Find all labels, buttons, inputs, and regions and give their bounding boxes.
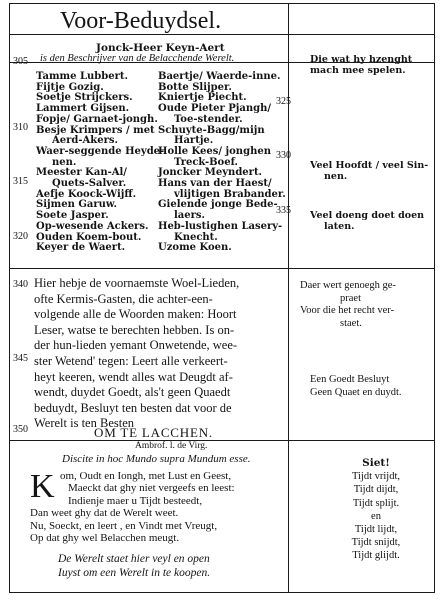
cast-entry: vlijtigen Brabander. [174, 188, 286, 200]
paragraph-line: Hier hebje de voornaemste Woel-Lieden, [34, 276, 240, 290]
poem-line: Dan weet ghy dat de Werelt weet. [30, 507, 179, 520]
cast-entry: Knecht. [174, 231, 218, 243]
line-number: 315 [13, 176, 28, 187]
poem-line: Nu, Soeckt, en leert , en Vindt met Vreugt, [30, 519, 218, 532]
margin-proverb-a [310, 54, 412, 76]
poem-dropcap: K [30, 468, 55, 505]
cast-rule [9, 268, 435, 269]
line-number: 305 [13, 56, 28, 67]
cast-entry: Waer-seggende Heyde- [36, 145, 165, 157]
closing-line: De Werelt staet hier veyl en open [58, 553, 210, 565]
cast-entry: Soetje Strijckers. [36, 92, 133, 104]
note-line: Geen Quaet en duydt. [310, 386, 402, 398]
cast-entry: Kniertje Piecht. [158, 92, 247, 104]
paragraph-line: Werelt is ten Besten [34, 416, 135, 431]
om-te-lacchen-heading: OM TE LACCHEN. [94, 425, 213, 440]
cast-entry: Meester Kan-Al/ [36, 167, 127, 179]
intro-paragraph [34, 276, 284, 432]
note-line: Daer wert genoegh ge- [300, 280, 396, 291]
proverb-line: mach mee spelen. [310, 65, 406, 76]
cast-entry: Ouden Koem-bout. [36, 231, 142, 243]
tijd-line: en [371, 510, 381, 522]
cast-entry: Quets-Salver. [52, 178, 127, 190]
proverb-line: laten. [324, 221, 355, 232]
latin-motto: Discite in hoc Mundo supra Mundum esse. [62, 453, 251, 465]
proverb-line: Die wat hy hzenght [310, 54, 413, 65]
proverb-line: Veel doeng doet doen [310, 210, 425, 221]
cast-entry: Uzome Koen. [158, 242, 232, 254]
cast-entry: Hans van der Haest/ [158, 178, 272, 190]
tijd-line: Tijdt dijdt, [353, 484, 399, 496]
cast-entry: Soete Jasper. [36, 210, 109, 222]
proverb-line: Veel Hoofdt / veel Sin- [310, 160, 429, 171]
cast-entry: Oude Pieter Pjangh/ [158, 103, 272, 115]
line-number: 310 [13, 122, 28, 133]
line-number: 325 [276, 96, 291, 107]
paragraph-line: volgende alle de Woorden maken: Hoort [34, 307, 237, 322]
subtitle-line1: Jonck-Heer Keyn-Aert [96, 42, 225, 54]
closing-line: Iuyst om een Werelt in te koopen. [58, 566, 211, 579]
line-number: 345 [13, 353, 28, 364]
cast-entry: Fijtje Gozig. [36, 81, 104, 93]
ambrose-citation: Ambrof. l. de Virg. [135, 441, 208, 451]
cast-entry: Heb-lustighen Lasery- [158, 220, 283, 232]
tijd-line: Tijdt lijdt, [354, 524, 398, 536]
note-line: praet [340, 292, 361, 304]
cast-entry: Holle Kees/ jonghen [158, 145, 271, 157]
poem-line: Indienje maer u Tijdt besteedt, [68, 494, 203, 507]
paragraph-line: ofte Kermis-Gasten, die achter-een- [34, 291, 213, 306]
cast-entry: laers. [174, 210, 206, 222]
margin-note-b [310, 374, 402, 399]
poem-line: Maeckt dat ghy niet vergeefs en leest: [68, 482, 235, 495]
margin-proverb-c [310, 210, 424, 232]
cast-entry: Besje Krimpers / met [36, 124, 155, 136]
cast-entry: Joncker Meyndert. [158, 167, 263, 179]
margin-proverb-b [310, 160, 428, 182]
page-title: Voor-Beduydsel. [60, 8, 222, 34]
note-line: Voor die het recht ver- [300, 305, 395, 316]
cast-entry: Toe-stender. [174, 113, 243, 125]
paragraph-line: beduydt, Besluyt ten besten dat voor de [34, 400, 232, 415]
cast-entry: Tamme Lubbert. [36, 71, 128, 82]
paragraph-line: wendt, duydet Goedt, als't geen Quaedt [34, 385, 231, 400]
cast-entry: Gielende jonge Bede- [158, 199, 278, 211]
cast-entry: Botte Slijper. [158, 81, 232, 93]
note-line: staet. [340, 317, 362, 329]
cast-entry: Baertje/ Waerde-inne. [158, 71, 281, 82]
tijd-verse [336, 457, 416, 563]
line-number: 330 [276, 150, 291, 161]
paragraph-line: Leser, watse te berechten hebben. Is on- [34, 322, 235, 337]
cast-entry: Aefje Koock-Wijff. [36, 188, 137, 200]
poem-line: om, Oudt en Iongh, met Lust en Geest, [60, 470, 232, 482]
paragraph-line: heyt keeren, wendt alles wat Deugdt af- [34, 369, 233, 384]
paragraph-line: ster Wetend' tegen: Leert alle verkeert- [34, 353, 228, 368]
closing-couplet [58, 553, 210, 580]
cast-entry: Hartje. [174, 135, 214, 147]
cast-list-right [158, 72, 286, 254]
poem-line: Op dat ghy wel Belacchen meugt. [30, 532, 180, 545]
cast-entry: Fopje/ Garnaet-jongh. [36, 113, 158, 125]
cast-entry: Op-wesende Ackers. [36, 220, 149, 232]
section-rule [9, 440, 435, 441]
cast-entry: Aerd-Akers. [52, 135, 118, 147]
proverb-line: nen. [324, 171, 348, 182]
line-number: 350 [13, 424, 28, 435]
paragraph-line: der hun-lieden yemant Onwetende, wee- [34, 338, 238, 353]
note-line: Een Goedt Besluyt [310, 374, 390, 385]
poem [30, 470, 235, 544]
cast-list-left [36, 72, 164, 254]
margin-note-a [300, 280, 396, 330]
tijd-line: Tijdt vrijdt, [351, 471, 401, 483]
cast-entry: Sijmen Garuw. [36, 199, 117, 211]
column-divider [288, 3, 289, 593]
cast-entry: nen. [52, 156, 77, 168]
subtitle-line2: is den Beschrijver van de Belacchende Werelt. [40, 53, 235, 64]
line-number: 320 [13, 231, 28, 242]
cast-entry: Keyer de Waert. [36, 242, 126, 254]
line-number: 340 [13, 279, 28, 290]
cast-entry: Lammert Gijsen. [36, 103, 130, 115]
cast-entry: Schuyte-Bagg/mijn [158, 124, 265, 136]
tijd-line: Tijdt splijt. [352, 497, 400, 509]
tijd-line: Tijdt snijdt, [351, 537, 401, 549]
tijd-line: Tijdt glijdt. [352, 550, 400, 562]
cast-entry: Treck-Boef. [174, 156, 239, 168]
tijd-heading: Siet! [362, 457, 390, 469]
line-number: 335 [276, 205, 291, 216]
